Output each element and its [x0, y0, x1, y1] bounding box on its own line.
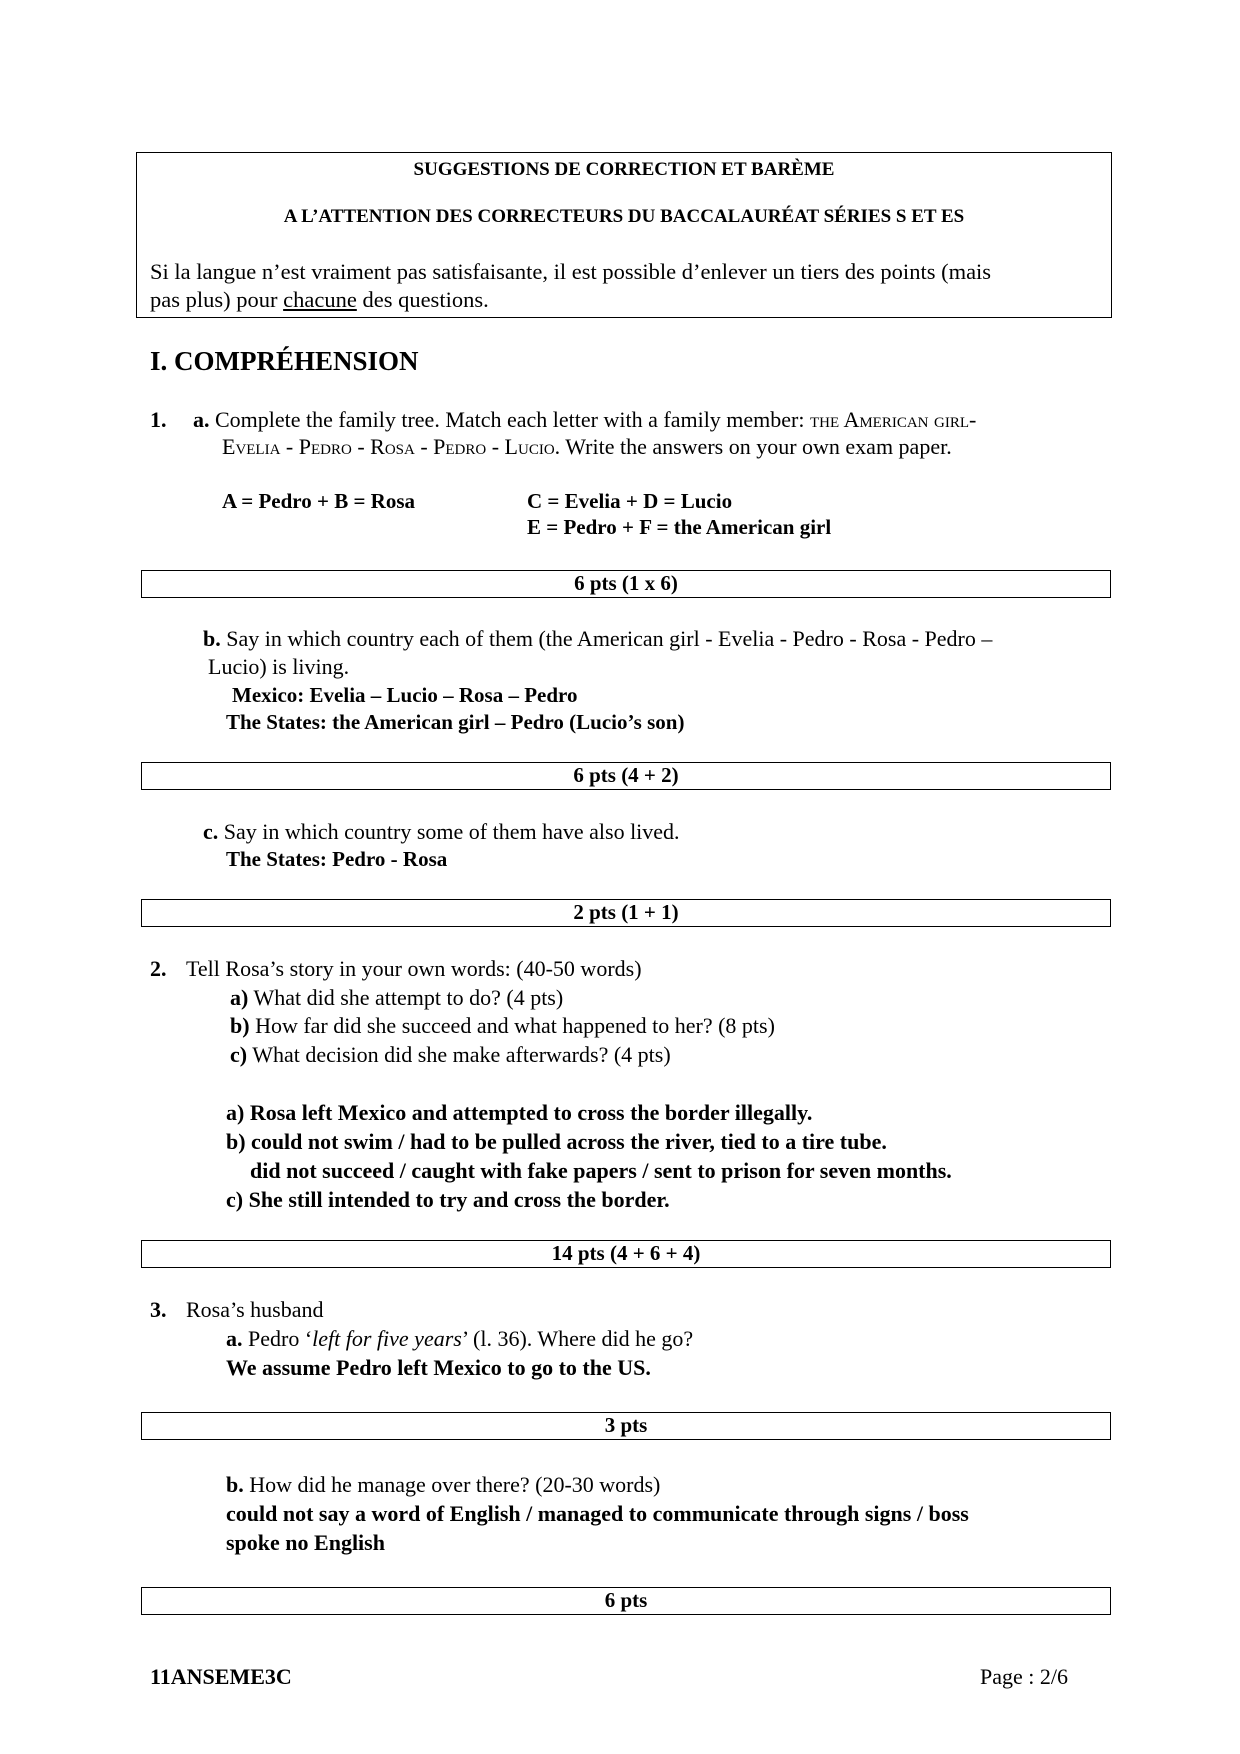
q1b-text: b. Say in which country each of them (the American girl - Evelia - Pedro - Rosa - Pedro –: [203, 626, 993, 651]
q2-number: 2.: [150, 956, 167, 981]
q1b-answer-mexico: Mexico: Evelia – Lucio – Rosa – Pedro: [232, 683, 578, 707]
q2-text: Tell Rosa’s story in your own words: (40-50 words): [186, 956, 642, 981]
q2-sub-b: b) How far did she succeed and what happened to her? (8 pts): [230, 1013, 775, 1038]
q2-answer-a: a) Rosa left Mexico and attempted to cross the border illegally.: [226, 1100, 813, 1125]
section-title: I. COMPRÉHENSION: [150, 346, 419, 376]
points-box-q1c: 2 pts (1 + 1): [141, 899, 1111, 927]
q1c-text: c. Say in which country some of them have also lived.: [203, 819, 680, 844]
q1a-answer-left: A = Pedro + B = Rosa: [222, 489, 416, 513]
q1a-text-line2: Evelia - Pedro - Rosa - Pedro - Lucio. Write the answers on your own exam paper.: [222, 434, 952, 459]
header-paragraph: Si la langue n’est vraiment pas satisfaisante, il est possible d’enlever un tiers des points (mais: [150, 259, 992, 284]
header-paragraph-line2: pas plus) pour chacune des questions.: [150, 287, 489, 312]
points-box-q1a: 6 pts (1 x 6): [141, 570, 1111, 598]
q1a-answer-right1: C = Evelia + D = Lucio: [527, 489, 733, 513]
q3a-answer: We assume Pedro left Mexico to go to the US.: [226, 1355, 651, 1380]
q2-answer-b1: b) could not swim / had to be pulled across the river, tied to a tire tube.: [226, 1129, 887, 1154]
q3a-text: a. Pedro ‘left for five years’ (l. 36). Where did he go?: [226, 1326, 694, 1351]
points-box-q3a: 3 pts: [141, 1412, 1111, 1440]
instructions-box: [136, 152, 1112, 318]
q1a-answer-right2: E = Pedro + F = the American girl: [527, 515, 832, 539]
points-box-q2: 14 pts (4 + 6 + 4): [141, 1240, 1111, 1268]
footer-page-number: Page : 2/6: [980, 1664, 1068, 1689]
q1a-text: a. Complete the family tree. Match each letter with a family member: the American girl-: [193, 407, 977, 432]
q2-answer-b2: did not succeed / caught with fake papers / sent to prison for seven months.: [250, 1158, 952, 1183]
q1b-answer-states: The States: the American girl – Pedro (Lucio’s son): [226, 710, 685, 734]
q2-sub-a: a) What did she attempt to do? (4 pts): [230, 985, 564, 1010]
q1c-answer: The States: Pedro - Rosa: [226, 847, 448, 871]
q1b-text-line2: Lucio) is living.: [208, 654, 350, 679]
q3b-answer-line1: could not say a word of English / managed to communicate through signs / boss: [226, 1501, 969, 1526]
header-subtitle: A L’ATTENTION DES CORRECTEURS DU BACCALAURÉAT SÉRIES S ET ES: [283, 206, 965, 227]
q3b-answer-line2: spoke no English: [226, 1530, 385, 1555]
q3-number: 3.: [150, 1297, 167, 1322]
q2-sub-c: c) What decision did she make afterwards? (4 pts): [230, 1042, 671, 1067]
header-title: SUGGESTIONS DE CORRECTION ET BARÈME: [413, 159, 835, 180]
q2-answer-c: c) She still intended to try and cross the border.: [226, 1187, 670, 1212]
q1-number: 1.: [150, 407, 167, 432]
points-box-q1b: 6 pts (4 + 2): [141, 762, 1111, 790]
q3b-text: b. How did he manage over there? (20-30 words): [226, 1472, 661, 1497]
footer-code: 11ANSEME3C: [150, 1664, 292, 1689]
q3-text: Rosa’s husband: [186, 1297, 324, 1322]
points-box-q3b: 6 pts: [141, 1587, 1111, 1615]
